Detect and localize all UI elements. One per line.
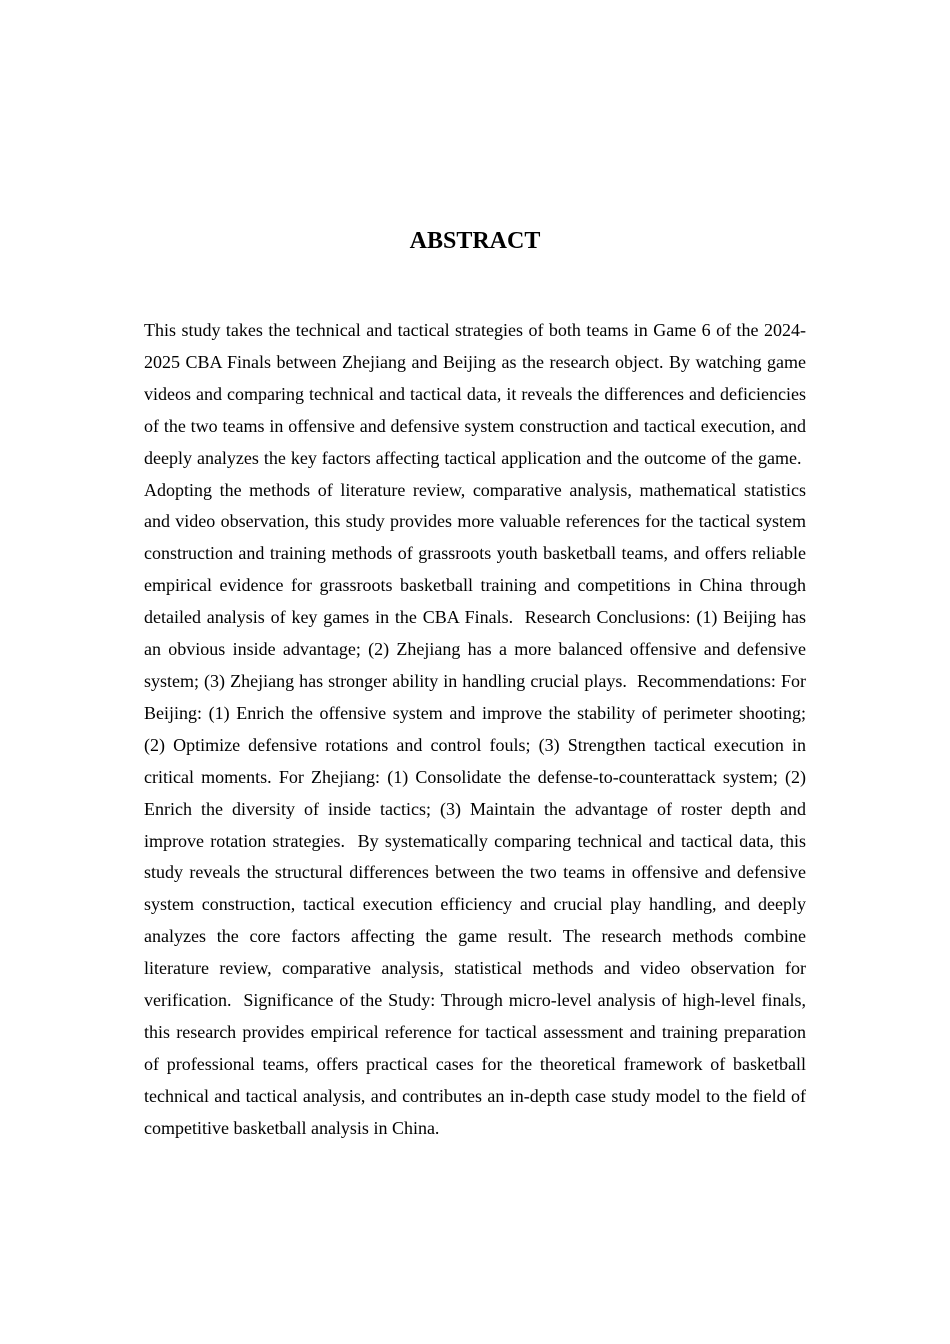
abstract-heading: ABSTRACT	[409, 228, 541, 254]
abstract-body-paragraph: This study takes the technical and tactical strategies of both teams in Game 6 of the 2024-2025 CBA Finals between Zhejiang and Beijing as the research object. By watching game videos and comparing technical and tactical data, it reveals the differences and deficiencies of the two teams in offensive and defensive system construction and tactical execution, and deeply analyzes the key factors affecting tactical application and the outcome of the game. Adopting the methods of literature review, comparative analysis, mathematical statistics and video observation, this study provides more valuable references for the tactical system construction and training methods of grassroots youth basketball teams, and offers reliable empirical evidence for grassroots basketball training and competitions in China through detailed analysis of key games in the CBA Finals. Research Conclusions: (1) Beijing has an obvious inside advantage; (2) Zhejiang has a more balanced offensive and defensive system; (3) Zhejiang has stronger ability in handling crucial plays. Recommendations: For Beijing: (1) Enrich the offensive system and improve the stability of perimeter shooting; (2) Optimize defensive rotations and control fouls; (3) Strengthen tactical execution in critical moments. For Zhejiang: (1) Consolidate the defense-to-counterattack system; (2) Enrich the diversity of inside tactics; (3) Maintain the advantage of roster depth and improve rotation strategies. By systematically comparing technical and tactical data, this study reveals the structural differences between the two teams in offensive and defensive system construction, tactical execution efficiency and crucial play handling, and deeply analyzes the core factors affecting the game result. The research methods combine literature review, comparative analysis, statistical methods and video observation for verification. Significance of the Study: Through micro-level analysis of high-level finals, this research provides empirical reference for tactical assessment and training preparation of professional teams, offers practical cases for the theoretical framework of basketball technical and tactical analysis, and contributes an in-depth case study model to the field of competitive basketball analysis in China.	[144, 320, 806, 1138]
